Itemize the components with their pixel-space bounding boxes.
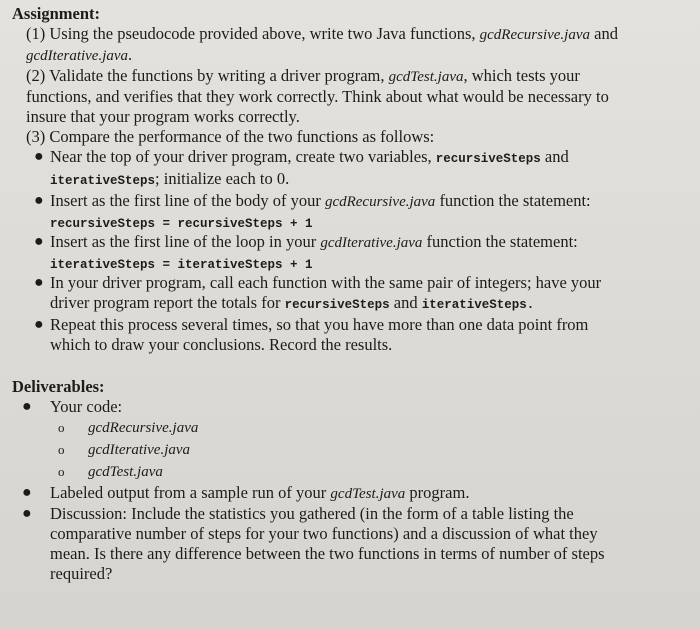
deliverables-list-continued	[12, 483, 690, 584]
bullet-icon: ●	[22, 505, 32, 522]
code-iterative-steps: iterativeSteps	[421, 298, 527, 312]
list-item: ● Insert as the first line of the body of your gcdRecursive.java function the statement: recursiveSteps = recursiveSteps + 1	[34, 191, 591, 231]
list-item: o gcdIterative.java	[12, 439, 690, 461]
item-2-rest-2: functions, and verifies that they work correctly. Think about what would be necessary to	[26, 87, 609, 106]
list-item: ● Labeled output from a sample run of your gcdTest.java program.	[22, 483, 470, 502]
item-3: (3) Compare the performance of the two functions as follows:	[26, 127, 435, 146]
code-statement: recursiveSteps = recursiveSteps + 1	[50, 217, 313, 231]
circle-bullet-icon: o	[58, 420, 65, 435]
code-file-list	[12, 417, 690, 483]
bullet-icon: ●	[34, 148, 44, 165]
file-name: gcdRecursive.java	[324, 194, 436, 210]
your-code-label: Your code:	[50, 397, 123, 416]
list-item: ● Insert as the first line of the loop in your gcdIterative.java function the statement: iterativeSteps = iterativeSteps + 1	[34, 232, 578, 272]
bullet-icon: ●	[22, 398, 32, 415]
list-item: o gcdTest.java	[12, 461, 690, 483]
item-1-text: (1) Using the pseudocode provided above, write two Java functions,	[26, 24, 476, 43]
item-1	[12, 24, 690, 66]
deliverables-heading: Deliverables:	[12, 377, 105, 396]
list-item: o gcdRecursive.java	[12, 417, 690, 439]
item-2-file: gcdTest.java	[388, 69, 464, 85]
item-2-rest-1: , which tests your	[463, 66, 580, 85]
file-name: gcdIterative.java	[320, 235, 423, 251]
bullet-icon: ●	[22, 484, 32, 501]
bullet-icon: ●	[34, 233, 44, 250]
code-statement: iterativeSteps = iterativeSteps + 1	[50, 258, 313, 272]
list-item: ● In your driver program, call each function with the same pair of integers; have your driver program report the totals for recursiveSteps and iterativeSteps.	[34, 273, 602, 312]
compare-steps-list	[12, 147, 690, 355]
deliverables-list	[12, 397, 690, 417]
bullet-icon: ●	[34, 192, 44, 209]
circle-bullet-icon: o	[58, 442, 65, 457]
list-item: ● Repeat this process several times, so that you have more than one data point from which to draw your conclusions. Record the results.	[34, 315, 589, 354]
item-1-and: and	[594, 24, 618, 43]
file-name: gcdTest.java	[330, 486, 406, 502]
bullet-icon: ●	[34, 274, 44, 291]
code-recursive-steps: recursiveSteps	[284, 298, 390, 312]
item-2	[12, 66, 690, 127]
item-2-rest-3: insure that your program works correctly.	[26, 107, 300, 126]
code-iterative-steps: iterativeSteps	[50, 174, 156, 188]
list-item	[12, 397, 690, 417]
section-gap	[12, 355, 690, 377]
list-item: ● Near the top of your driver program, create two variables, recursiveSteps and iterativeSteps; initialize each to 0.	[34, 147, 569, 188]
item-1-file-recursive: gcdRecursive.java	[479, 27, 591, 43]
code-recursive-steps: recursiveSteps	[435, 152, 541, 166]
list-item: ● Discussion: Include the statistics you gathered (in the form of a table listing the comparative number of steps for your two functions) and a discussion of what they mean. Is there any difference between the two functions in terms of number of steps required?	[22, 504, 605, 583]
circle-bullet-icon: o	[58, 464, 65, 479]
item-2-text: (2) Validate the functions by writing a driver program,	[26, 66, 385, 85]
item-1-period: .	[128, 45, 133, 64]
item-1-file-iterative: gcdIterative.java	[26, 48, 129, 64]
assignment-heading: Assignment:	[12, 4, 101, 23]
bullet-icon: ●	[34, 316, 44, 333]
